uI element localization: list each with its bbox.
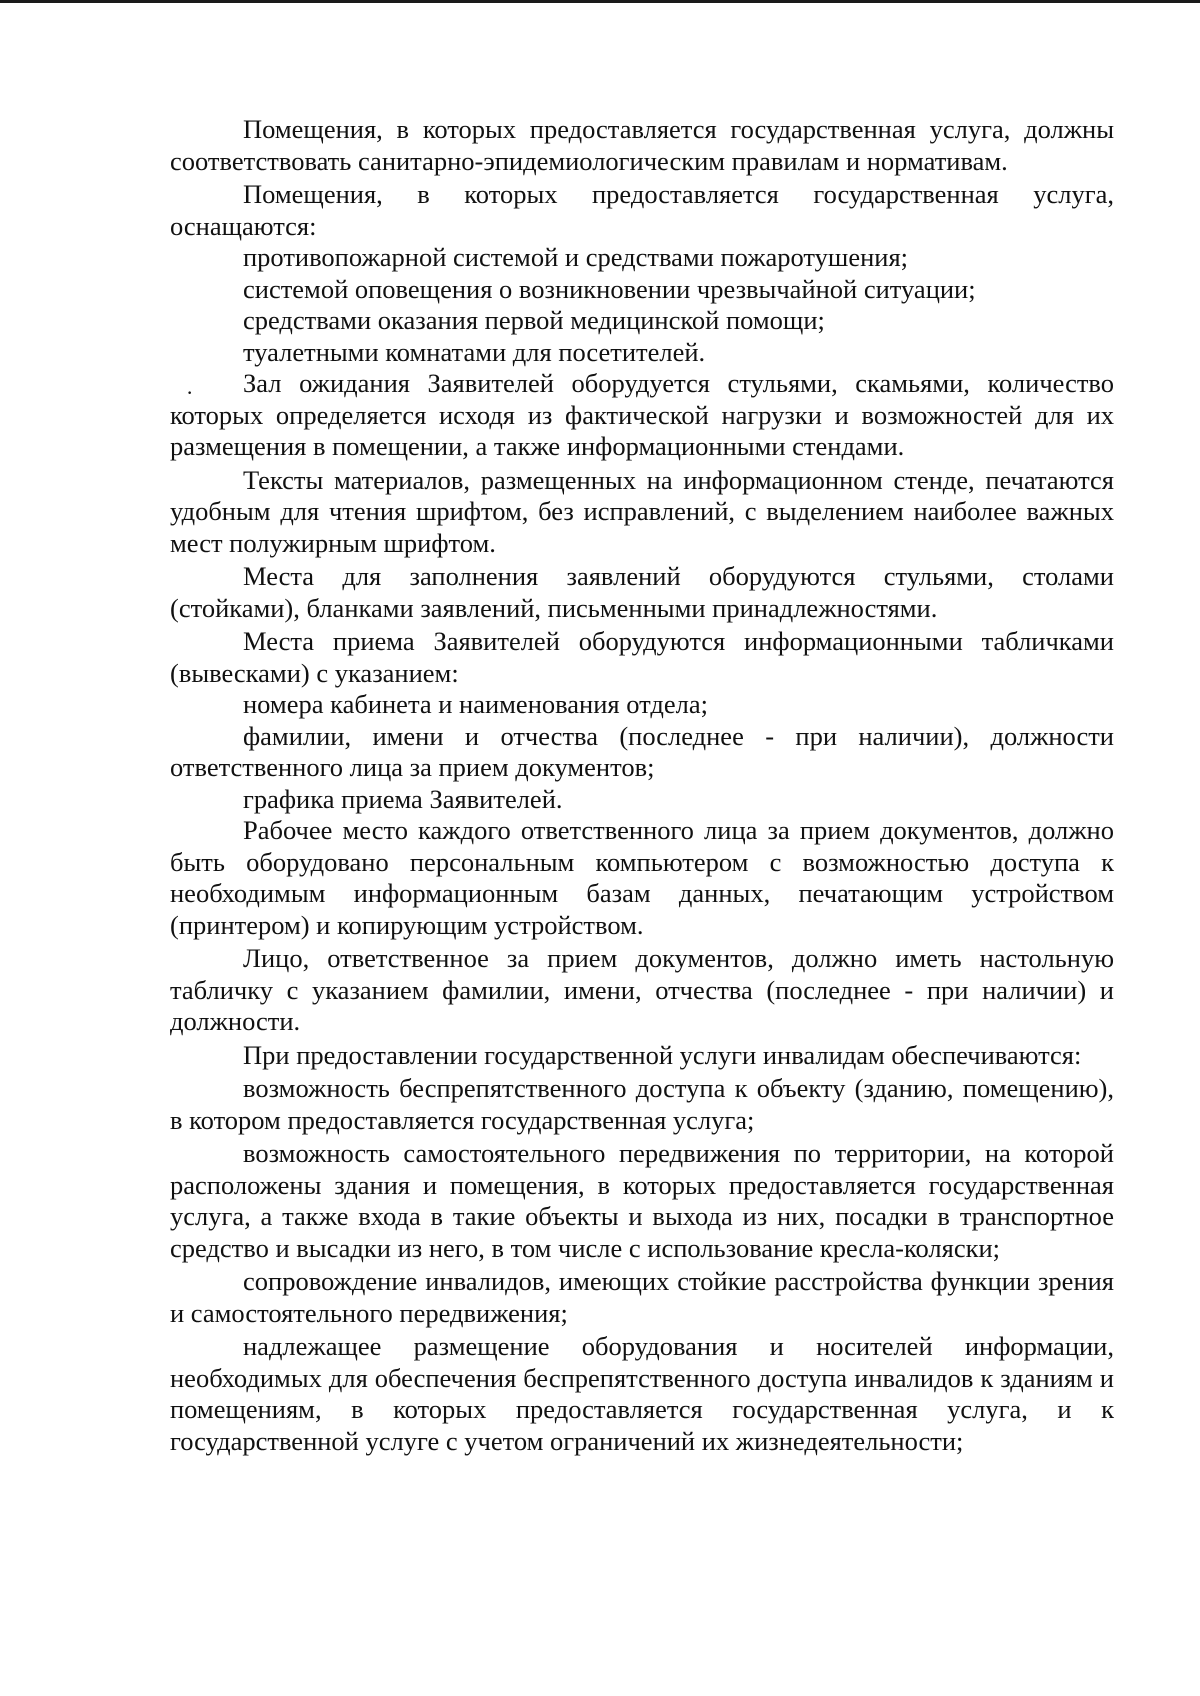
paragraph-waiting-hall: Зал ожидания Заявителей оборудуется стульями, скамьями, количество которых определяется исходя из фактической нагрузки и возможностей для их размещения в помещении, а также информационными стендами. — [170, 368, 1114, 461]
scan-top-edge — [0, 0, 1200, 3]
paragraph-desk-sign: Лицо, ответственное за прием документов, должно иметь настольную табличку с указанием фамилии, имени, отчества (последнее - при наличии) и должности. — [170, 943, 1114, 1036]
document-body — [170, 114, 1114, 1457]
list-item-room-number: номера кабинета и наименования отдела; — [243, 689, 708, 719]
list-item-equipment-placement: надлежащее размещение оборудования и носителей информации, необходимых для обеспечения беспрепятственного доступа инвалидов к зданиям и помещениям, в которых предоставляется государственная услуга, и к государственной услуге с учетом ограничений их жизнедеятельности; — [170, 1331, 1114, 1456]
paragraph-premises-sanitary: Помещения, в которых предоставляется государственная услуга, должны соответствовать санитарно-эпидемиологическим правилам и нормативам. — [170, 114, 1114, 176]
list-item-responsible-person: фамилии, имени и отчества (последнее - при наличии), должности ответственного лица за прием документов; — [170, 720, 1114, 782]
list-item-first-aid: средствами оказания первой медицинской помощи; — [243, 305, 825, 335]
stray-dot-mark: · — [186, 380, 194, 405]
list-item-schedule: графика приема Заявителей. — [243, 783, 563, 814]
list-item-unobstructed-access: возможность беспрепятственного доступа к объекту (зданию, помещению), в котором предоставляется государственная услуга; — [170, 1073, 1114, 1135]
list-item-escort: сопровождение инвалидов, имеющих стойкие расстройства функции зрения и самостоятельного передвижения; — [170, 1266, 1114, 1328]
list-item-fire-system: противопожарной системой и средствами пожаротушения; — [243, 242, 908, 272]
paragraph-stand-texts: Тексты материалов, размещенных на информационном стенде, печатаются удобным для чтения шрифтом, без исправлений, с выделением наиболее важных мест полужирным шрифтом. — [170, 464, 1114, 558]
paragraph-reception-places: Места приема Заявителей оборудуются информационными табличками (вывесками) с указанием: — [170, 626, 1114, 688]
paragraph-disabled-provisions: При предоставлении государственной услуги инвалидам обеспечиваются: — [243, 1039, 1082, 1070]
list-item-toilets: туалетными комнатами для посетителей. — [243, 336, 706, 367]
paragraph-premises-equipped: Помещения, в которых предоставляется государственная услуга, оснащаются: — [170, 179, 1114, 241]
list-item-independent-movement: возможность самостоятельного передвижения по территории, на которой расположены здания и помещения, в которых предоставляется государственная услуга, а также входа в такие объекты и выхода из них, посадки в транспортное средство и высадки из него, в том числе с использование кресла-коляски; — [170, 1138, 1114, 1263]
paragraph-workplace: Рабочее место каждого ответственного лица за прием документов, должно быть оборудовано персональным компьютером с возможностью доступа к необходимым информационным базам данных, печатающим устройством (принтером) и копирующим устройством. — [170, 815, 1114, 940]
list-item-alert-system: системой оповещения о возникновении чрезвычайной ситуации; — [243, 273, 976, 304]
paragraph-form-filling-places: Места для заполнения заявлений оборудуются стульями, столами (стойками), бланками заявлений, письменными принадлежностями. — [170, 561, 1114, 623]
